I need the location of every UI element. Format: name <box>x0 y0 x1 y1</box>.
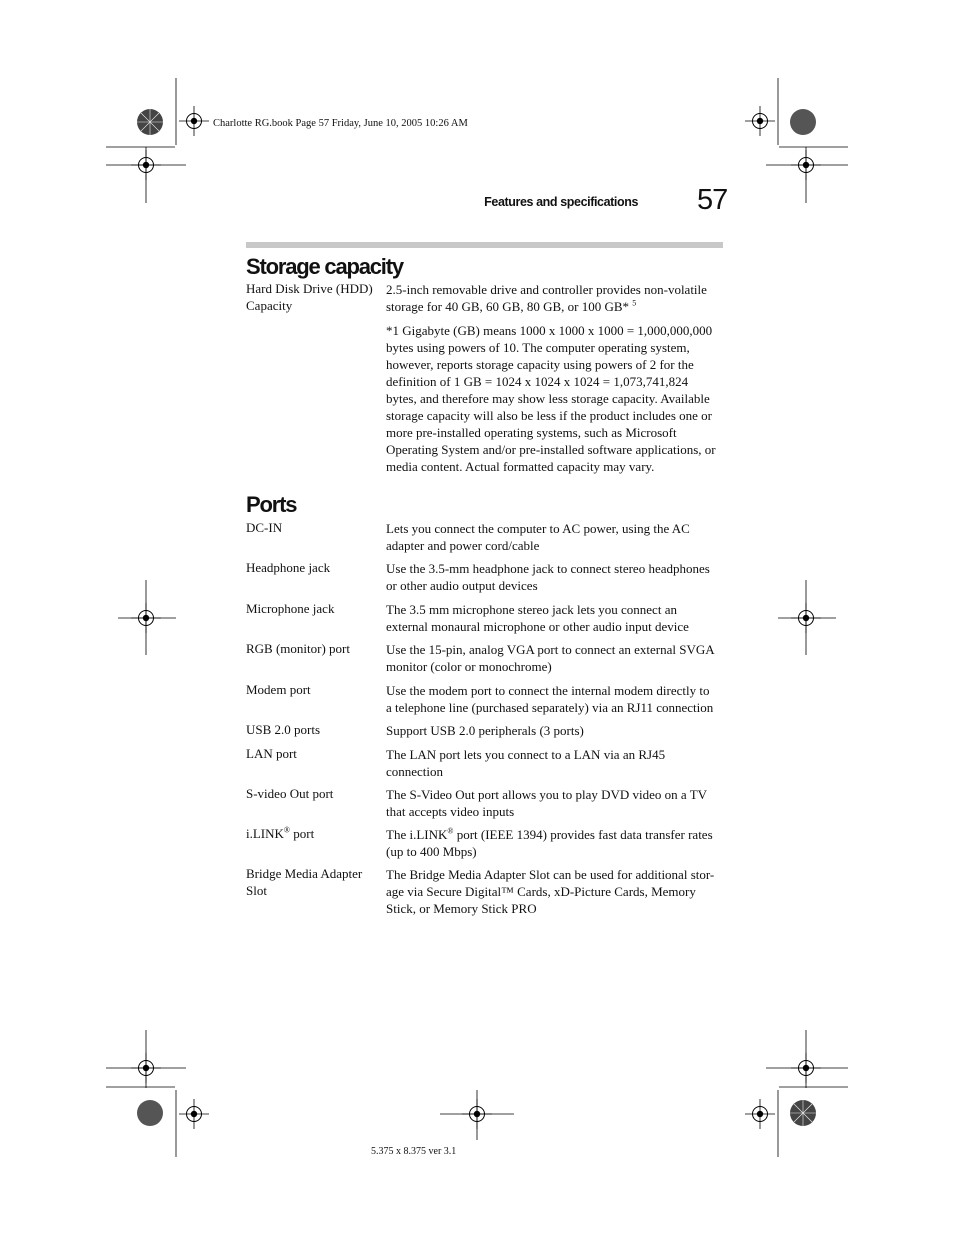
port-term: i.LINK® port <box>246 825 315 841</box>
running-head: Features and specifications <box>484 195 638 209</box>
port-description: The S-Video Out port allows you to play DVD video on a TV that accepts video inputs <box>386 787 707 819</box>
port-term: Headphone jack <box>246 560 331 575</box>
page-footer: 5.375 x 8.375 ver 3.1 <box>371 1146 457 1157</box>
port-description: The i.LINK® port (IEEE 1394) provides fast data transfer rates (up to 400 Mbps) <box>386 826 713 859</box>
port-term: Modem port <box>246 682 311 697</box>
storage-footnote: *1 Gigabyte (GB) means 1000 x 1000 x 1000 = 1,000,000,000 bytes using powers of 10. The computer operating system, however, reports storage capacity using powers of 2 for the definition of 1 GB = 1024 x 1024 x 1024 = 1,073,741,824 bytes, and therefore may show less storage capacity. Available storage capacity will also be less if the product includes one or more pre-installed operating systems, such as Microsoft Operating System and/or pre-installed software applications, or media content. Actual formatted capacity may vary. <box>386 323 716 474</box>
port-description: Use the 3.5-mm headphone jack to connect stereo headphones or other audio output devices <box>386 561 710 593</box>
hdd-description: 2.5-inch removable drive and controller provides non-volatile storage for 40 GB, 60 GB, 80 GB, or 100 GB* $^5$ <box>386 282 707 314</box>
port-description: The Bridge Media Adapter Slot can be used for additional stor-age via Secure Digital™ Cards, xD-Picture Cards, Memory Stick, or Memory Stick PRO <box>386 867 715 916</box>
port-term: USB 2.0 ports <box>246 722 321 737</box>
port-term: RGB (monitor) port <box>246 641 350 656</box>
port-description: The 3.5 mm microphone stereo jack lets you connect an external monaural microphone or other audio input device <box>386 602 689 634</box>
hdd-term: Hard Disk Drive (HDD) Capacity <box>246 281 373 313</box>
ports-heading: Ports <box>246 492 297 517</box>
port-term: Microphone jack <box>246 601 335 616</box>
storage-heading: Storage capacity <box>246 254 403 279</box>
port-description: Use the 15-pin, analog VGA port to connect an external SVGA monitor (color or monochrome) <box>386 642 714 674</box>
port-description: The LAN port lets you connect to a LAN via an RJ45 connection <box>386 747 666 779</box>
port-term: DC-IN <box>246 520 283 535</box>
print-slug: Charlotte RG.book Page 57 Friday, June 10, 2005 10:26 AM <box>213 118 468 129</box>
port-term: S-video Out port <box>246 786 334 801</box>
port-description: Support USB 2.0 peripherals (3 ports) <box>386 723 584 738</box>
port-description: Lets you connect the computer to AC power, using the AC adapter and power cord/cable <box>386 521 690 553</box>
port-term: LAN port <box>246 746 297 761</box>
page-number: 57 <box>697 184 728 216</box>
footnote-ref: 5 <box>632 298 637 308</box>
port-term: Bridge Media Adapter Slot <box>246 866 363 898</box>
port-description: Use the modem port to connect the internal modem directly to a telephone line (purchased separately) via an RJ11 connection <box>386 683 714 715</box>
section-rule <box>246 242 723 248</box>
